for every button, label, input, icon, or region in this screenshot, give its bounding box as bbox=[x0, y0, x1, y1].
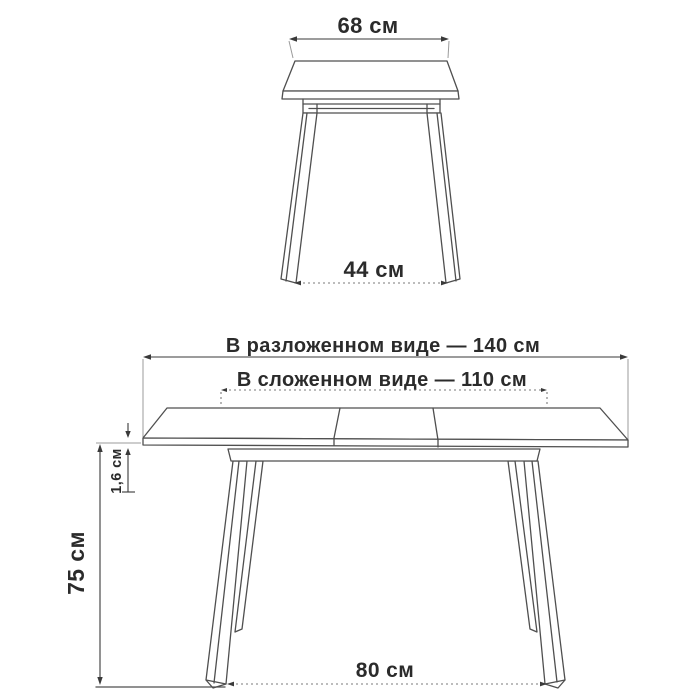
folded-length-label: В сложенном виде — 110 см bbox=[236, 369, 528, 391]
arrow-left-icon bbox=[221, 388, 227, 392]
arrow-up-icon bbox=[97, 444, 102, 452]
dimension-height bbox=[63, 443, 225, 687]
front-leg-span-label: 80 см bbox=[355, 659, 415, 682]
side-view-tabletop bbox=[282, 61, 459, 99]
arrow-right-icon bbox=[441, 36, 449, 41]
tabletop-edge bbox=[143, 438, 628, 447]
side-view bbox=[281, 13, 460, 285]
tabletop-edge bbox=[282, 91, 459, 99]
tabletop-surface bbox=[143, 408, 628, 440]
extended-length-label: В разложенном виде — 140 см bbox=[225, 335, 541, 357]
extension-line bbox=[448, 41, 449, 58]
dimension-leg-span-front bbox=[227, 659, 547, 686]
height-label: 75 см bbox=[63, 531, 90, 595]
left-leg bbox=[281, 113, 317, 283]
top-width-label: 68 см bbox=[337, 13, 399, 38]
arrow-left-icon bbox=[289, 36, 297, 41]
arrow-up-icon bbox=[125, 448, 130, 455]
tabletop-surface bbox=[283, 61, 458, 91]
top-thickness-label: 1,6 см bbox=[108, 448, 125, 494]
apron-outline bbox=[303, 99, 440, 113]
arrow-down-icon bbox=[97, 677, 102, 685]
extension-line bbox=[289, 41, 293, 58]
front-view bbox=[63, 335, 628, 688]
arrow-left-icon bbox=[227, 682, 234, 687]
dimension-top-width bbox=[289, 13, 449, 58]
side-view-apron bbox=[303, 99, 440, 113]
front-view-apron bbox=[228, 449, 540, 461]
front-view-rear-legs bbox=[235, 461, 537, 632]
right-leg bbox=[427, 113, 460, 283]
arrow-right-icon bbox=[541, 388, 547, 392]
dimension-folded-length bbox=[221, 369, 547, 406]
dimension-top-thickness bbox=[109, 423, 135, 494]
side-leg-span-label: 44 см bbox=[343, 257, 405, 282]
dimension-leg-span-side bbox=[294, 257, 448, 285]
front-view-front-legs bbox=[206, 461, 565, 688]
arrow-left-icon bbox=[143, 354, 151, 359]
arrow-down-icon bbox=[125, 431, 130, 438]
arrow-right-icon bbox=[620, 354, 628, 359]
front-view-tabletop bbox=[143, 408, 628, 447]
